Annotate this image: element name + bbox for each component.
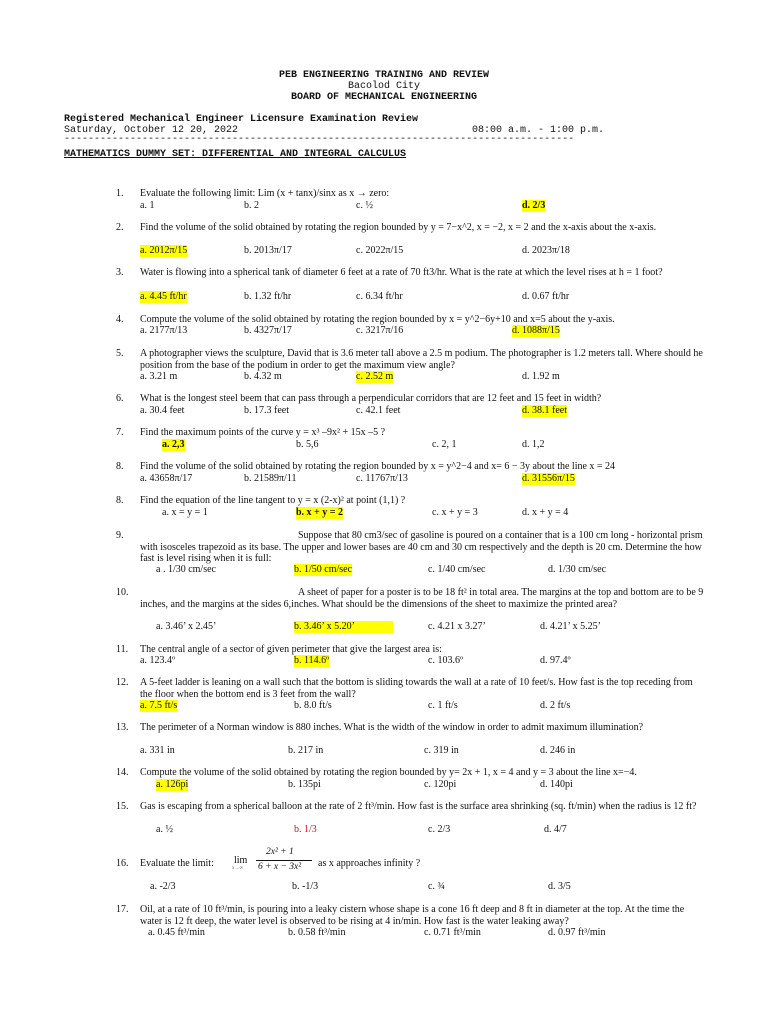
choice-b: b. 8.0 ft/s (294, 700, 332, 711)
fraction-bar (256, 860, 312, 861)
choice-a: a. 30.4 feet (140, 405, 185, 416)
question-text: Gas is escaping from a spherical balloon at the rate of 2 ft³/min. How fast is the surface area shrinking (sq. ft/min) when the radius is 12 ft? (140, 801, 697, 812)
exam-title: Registered Mechanical Engineer Licensure Examination Review (64, 114, 419, 125)
divider-rule: ------------------------------------------------------------------------------------- (64, 134, 575, 145)
choice-b: b. 2013π/17 (244, 245, 292, 256)
question-text: A photographer views the sculpture, David that is 3.6 meter tall above a 2.5 m podium. The photographer is 1.2 meters tall. Where should he position from the base of the podium in order to get the maximum view angle? (140, 348, 703, 371)
choice-d: d. 2023π/18 (522, 245, 570, 256)
choice-c: c. 319 in (424, 745, 459, 756)
choice-b-answer: b. 114.6º (294, 655, 330, 666)
question-text: The central angle of a sector of given perimeter that give the largest area is: (140, 644, 442, 655)
choice-a-answer: a. 4.45 ft/hr (140, 291, 187, 302)
choice-a: a. -2/3 (150, 881, 176, 892)
choice-d: d. x + y = 4 (522, 507, 569, 518)
choice-b: b. -1/3 (292, 881, 319, 892)
choice-a-answer: a. 126pi (156, 779, 189, 790)
limit-denominator: 6 + x − 3x² (258, 862, 302, 872)
choice-b: b. 4.32 m (244, 371, 282, 382)
question-number: 6. (116, 393, 124, 404)
choice-d: d. 246 in (540, 745, 576, 756)
question-number: 14. (116, 767, 129, 778)
choice-c: c. 1/40 cm/sec (428, 564, 486, 575)
choice-c: c. 0.71 ft³/min (424, 927, 481, 938)
choice-d: d. 140pi (540, 779, 573, 790)
question-text: Compute the volume of the solid obtained by rotating the region bounded by y= 2x + 1, x = 4 and y = 3 about the line x=−4. (140, 767, 637, 778)
choice-a: a. x = y = 1 (162, 507, 208, 518)
choice-c: c. 103.6º (428, 655, 464, 666)
question-text: Find the volume of the solid obtained by rotating the region bounded by x = y^2−4 and x= 6 − 3y about the line x = 24 (140, 461, 616, 472)
choice-d: d. 1/30 cm/sec (548, 564, 607, 575)
choice-b-answer: b. x + y = 2 (296, 507, 343, 518)
choice-c: c. x + y = 3 (432, 507, 478, 518)
limit-subscript: x→∞ (232, 866, 244, 871)
question-text: Find the maximum points of the curve y = x³ –9x² + 15x –5 ? (140, 427, 386, 438)
choice-b: b. 0.58 ft³/min (288, 927, 346, 938)
choice-a: a. 0.45 ft³/min (148, 927, 205, 938)
question-number: 12. (116, 677, 129, 688)
question-text: Evaluate the limit: (140, 858, 214, 869)
choice-a-answer: a. 7.5 ft/s (140, 700, 178, 711)
choice-d: d. 1.92 m (522, 371, 560, 382)
choice-c: c. 4.21 x 3.27’ (428, 621, 486, 632)
question-text: A 5-feet ladder is leaning on a wall such that the bottom is sliding towards the wall at a rate of 10 feet/s. How fast is the top receding from the floor when the bottom end is 3 feet from the wall? (140, 677, 693, 700)
choice-b: b. 4327π/17 (244, 325, 292, 336)
question-number: 8. (116, 461, 124, 472)
question-number: 9. (116, 530, 124, 541)
question-number: 15. (116, 801, 129, 812)
question-number: 3. (116, 267, 124, 278)
question-number: 7. (116, 427, 124, 438)
choice-d: d. 0.67 ft/hr (522, 291, 570, 302)
question-text: Compute the volume of the solid obtained by rotating the region bounded by x = y^2−6y+10 and x=5 about the y-axis. (140, 314, 615, 325)
choice-c: c. 2, 1 (432, 439, 457, 450)
question-text: Oil, at a rate of 10 ft³/min, is pouring into a leaky cistern whose shape is a cone 16 ft deep and 8 ft in diameter at the top. At the time the water is 12 ft deep, the water level is observed to be rising at 4 in/min. How fast is the water leaking away? (140, 904, 685, 927)
question-number: 5. (116, 348, 124, 359)
question-text-tail: as x approaches infinity ? (318, 858, 421, 869)
question-text: What is the longest steel beem that can pass through a perpendicular corridors that are 12 feet and 15 feet in width? (140, 393, 602, 404)
choice-a: a. ½ (156, 824, 173, 835)
choice-d-answer: d. 31556π/15 (522, 473, 575, 484)
choice-c: c. ¾ (428, 881, 445, 892)
choice-b-answer: b. 3.46’ x 5.20’ (294, 621, 393, 633)
exam-date: Saturday, October 12 20, 2022 (64, 125, 239, 136)
choice-d-answer: d. 1088π/15 (512, 325, 560, 336)
choice-c: c. 120pi (424, 779, 457, 790)
choice-d: d. 4.21’ x 5.25’ (540, 621, 601, 632)
choice-a-answer: a. 2012π/15 (140, 245, 188, 256)
choice-d: d. 2 ft/s (540, 700, 571, 711)
choice-a: a. 43658π/17 (140, 473, 193, 484)
choice-c: c. 42.1 feet (356, 405, 401, 416)
choice-c: c. 1 ft/s (428, 700, 458, 711)
org-title: PEB ENGINEERING TRAINING AND REVIEW (278, 70, 490, 81)
choice-b: b. 2 (244, 200, 259, 211)
question-number: 10. (116, 587, 129, 598)
question-number: 16. (116, 858, 129, 869)
question-number: 13. (116, 722, 129, 733)
choice-d-answer: d. 38.1 feet (522, 405, 567, 416)
choice-c: c. 2/3 (428, 824, 451, 835)
question-text: A sheet of paper for a poster is to be 18 ft² in total area. The margins at the top and bottom are to be 9 inches, and the margins at the sides 6,inches. What should be the dimensions of the sheet to maximize the printed area? (140, 587, 704, 610)
question-text: Water is flowing into a spherical tank of diameter 6 feet at a rate of 70 ft3/hr. What is the rate at which the level rises at h = 1 foot? (140, 267, 663, 278)
choice-a: a. 331 in (140, 745, 175, 756)
choice-a: a . 1/30 cm/sec (156, 564, 216, 575)
question-number: 11. (116, 644, 129, 655)
choice-d: d. 97.4º (540, 655, 571, 666)
question-number: 1. (116, 188, 124, 199)
choice-d: d. 4/7 (544, 824, 567, 835)
question-number: 4. (116, 314, 124, 325)
choice-c: c. 6.34 ft/hr (356, 291, 403, 302)
question-number: 17. (116, 904, 129, 915)
question-text: The perimeter of a Norman window is 880 inches. What is the width of the window in order to admit maximum illumination? (140, 722, 644, 733)
question-text: Find the equation of the line tangent to y = x (2-x)² at point (1,1) ? (140, 495, 406, 506)
choice-d: d. 3/5 (548, 881, 571, 892)
choice-b: b. 135pi (288, 779, 321, 790)
choice-c: c. 11767π/13 (356, 473, 408, 484)
choice-c-answer: c. 2.52 m (356, 371, 394, 382)
choice-c: c. 2022π/15 (356, 245, 404, 256)
exam-time: 08:00 a.m. - 1:00 p.m. (472, 125, 605, 136)
choice-c: c. 3217π/16 (356, 325, 404, 336)
choice-c: c. ½ (356, 200, 373, 211)
choice-b: b. 17.3 feet (244, 405, 289, 416)
question-text: Evaluate the following limit: Lim (x + tanx)/sinx as x → zero: (140, 188, 390, 199)
choice-d: d. 1,2 (522, 439, 545, 450)
choice-b: b. 217 in (288, 745, 324, 756)
choice-a: a. 3.21 m (140, 371, 178, 382)
choice-a: a. 123.4º (140, 655, 176, 666)
choice-b: b. 5,6 (296, 439, 319, 450)
choice-d-answer: d. 2/3 (522, 200, 546, 211)
choice-a: a. 2177π/13 (140, 325, 188, 336)
choice-b: b. 21589π/11 (244, 473, 297, 484)
choice-a: a. 1 (140, 200, 155, 211)
choice-b-answer: b. 1/50 cm/sec (294, 564, 353, 575)
choice-a: a. 3.46’ x 2.45’ (156, 621, 217, 632)
limit-numerator: 2x² + 1 (266, 847, 294, 857)
question-number: 2. (116, 222, 124, 233)
limit-symbol: lim (234, 855, 248, 866)
choice-b-answer: b. 1/3 (294, 824, 317, 835)
city: Bacolod City (347, 81, 420, 92)
choice-a-answer: a. 2,3 (162, 439, 185, 450)
board-title: BOARD OF MECHANICAL ENGINEERING (290, 92, 478, 103)
choice-b: b. 1.32 ft/hr (244, 291, 292, 302)
set-title: MATHEMATICS DUMMY SET: DIFFERENTIAL AND INTEGRAL CALCULUS (64, 149, 407, 160)
choice-d: d. 0.97 ft³/min (548, 927, 606, 938)
question-text: Find the volume of the solid obtained by rotating the region bounded by y = 7−x^2, x = −2, x = 2 and the x-axis about the x-axis. (140, 222, 657, 233)
question-number: 8. (116, 495, 124, 506)
question-text: Suppose that 80 cm3/sec of gasoline is poured on a container that is a 100 cm long - horizontal prism with isosceles trapezoid as its base. The upper and lower bases are 40 cm and 30 cm respectively and the depth is 20 cm. Determine the how fast is level rising when it is full: (140, 530, 703, 564)
